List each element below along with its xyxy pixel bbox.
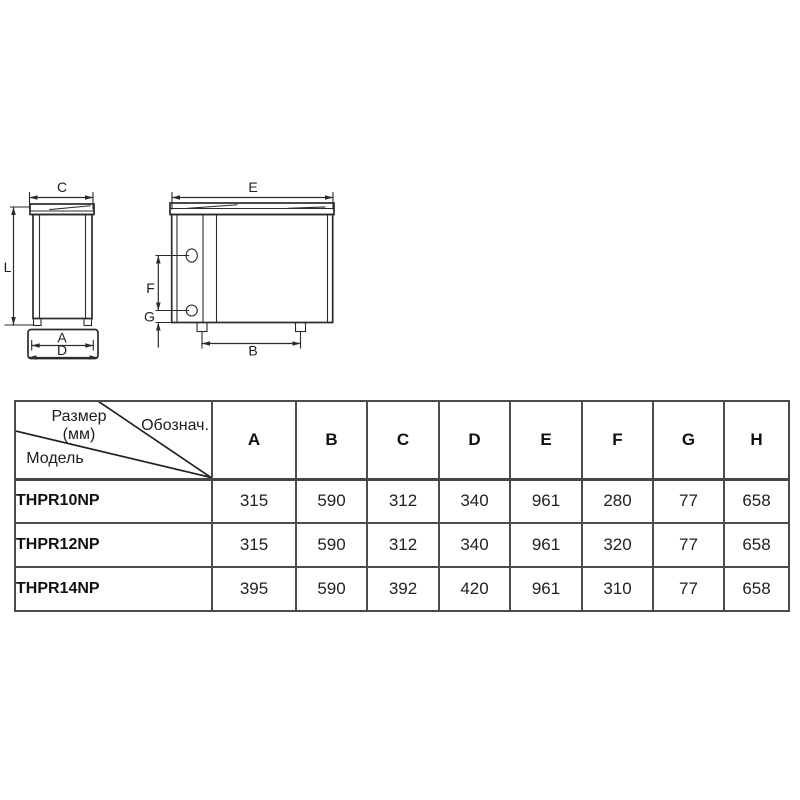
dim-label-f: F <box>146 280 155 296</box>
dim-label-c: C <box>56 179 68 195</box>
col-header-f: F <box>582 401 653 479</box>
value-cell: 320 <box>582 523 653 567</box>
value-cell: 312 <box>367 479 439 523</box>
col-header-e: E <box>510 401 582 479</box>
foot-left <box>197 323 207 332</box>
col-header-a: A <box>212 401 296 479</box>
corner-size-unit: (мм) <box>62 426 96 443</box>
value-cell: 658 <box>724 523 789 567</box>
side-view <box>4 179 98 360</box>
col-header-b: B <box>296 401 367 479</box>
corner-model-label: Модель <box>26 450 84 467</box>
col-header-d: D <box>439 401 510 479</box>
value-cell: 315 <box>212 479 296 523</box>
dim-label-g: G <box>144 308 155 325</box>
front-top-cover <box>170 203 334 215</box>
dimension-drawings <box>0 170 800 400</box>
model-cell: THPR14NP <box>15 567 212 611</box>
value-cell: 340 <box>439 479 510 523</box>
value-cell: 315 <box>212 523 296 567</box>
header-row <box>15 401 789 479</box>
front-view <box>144 179 334 359</box>
col-header-c: C <box>367 401 439 479</box>
model-cell: THPR12NP <box>15 523 212 567</box>
dim-label-l: L <box>3 259 12 275</box>
value-cell: 658 <box>724 567 789 611</box>
value-cell: 392 <box>367 567 439 611</box>
dim-label-d: D <box>56 341 68 358</box>
value-cell: 961 <box>510 479 582 523</box>
dim-label-a: A <box>57 329 67 346</box>
value-cell: 590 <box>296 479 367 523</box>
side-top-cover <box>30 204 94 215</box>
value-cell: 310 <box>582 567 653 611</box>
corner-cell <box>15 401 212 479</box>
value-cell: 77 <box>653 479 724 523</box>
value-cell: 658 <box>724 479 789 523</box>
value-cell: 77 <box>653 567 724 611</box>
dim-label-b: B <box>248 342 258 359</box>
foot-right <box>296 323 306 332</box>
value-cell: 340 <box>439 523 510 567</box>
corner-size-label: Размер <box>51 408 107 425</box>
dim-label-e: E <box>248 179 258 195</box>
col-header-g: G <box>653 401 724 479</box>
value-cell: 961 <box>510 523 582 567</box>
value-cell: 961 <box>510 567 582 611</box>
col-header-h: H <box>724 401 789 479</box>
value-cell: 280 <box>582 479 653 523</box>
value-cell: 420 <box>439 567 510 611</box>
corner-designation-label: Обознач. <box>141 417 209 434</box>
table-row <box>15 523 789 567</box>
value-cell: 590 <box>296 567 367 611</box>
value-cell: 312 <box>367 523 439 567</box>
value-cell: 590 <box>296 523 367 567</box>
side-cabinet-outline <box>33 215 92 326</box>
table-row <box>15 567 789 611</box>
value-cell: 77 <box>653 523 724 567</box>
table-row <box>15 479 789 523</box>
dimensions-table <box>14 400 790 612</box>
model-cell: THPR10NP <box>15 479 212 523</box>
value-cell: 395 <box>212 567 296 611</box>
